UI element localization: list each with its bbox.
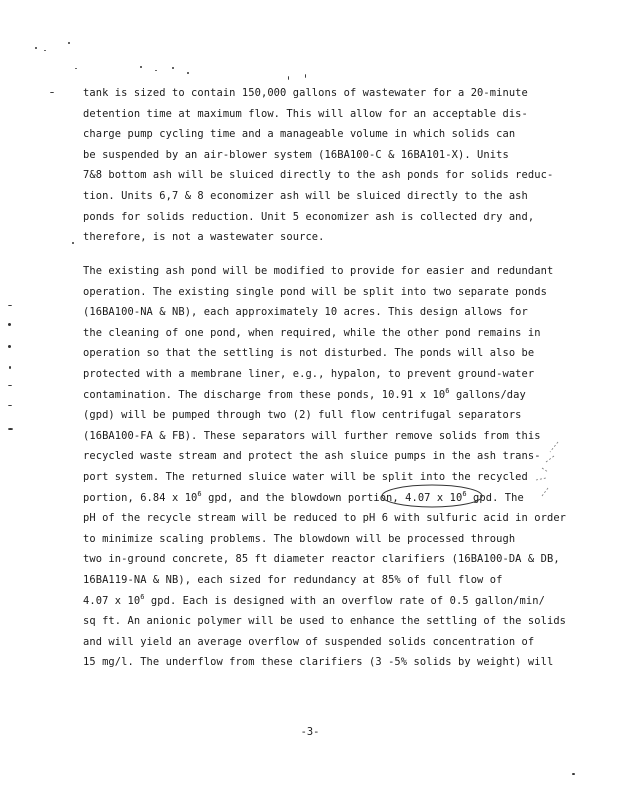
text-line: tank is sized to contain 150,000 gallons of wastewater for a 20-minute xyxy=(83,87,528,99)
text-line: charge pump cycling time and a manageable volume in which solids can xyxy=(83,128,516,141)
scan-speck xyxy=(44,50,46,51)
scan-speck xyxy=(187,72,189,74)
scan-speck xyxy=(50,92,54,93)
text-line: two in-ground concrete, 85 ft diameter reactor clarifiers (16BA100-DA & DB, xyxy=(83,553,560,566)
scan-speck xyxy=(8,323,11,326)
text-line: (16BA100-FA & FB). These separators will further remove solids from this xyxy=(83,429,541,442)
text-line: the cleaning of one pond, when required, while the other pond remains in xyxy=(83,326,541,339)
text-line: protected with a membrane liner, e.g., hypalon, to prevent ground-water xyxy=(83,367,535,380)
text-line: ponds for solids reduction. Unit 5 economizer ash is collected dry and, xyxy=(83,210,535,223)
page-number: -3- xyxy=(300,726,320,738)
text-line: detention time at maximum flow. This will allow for an acceptable dis- xyxy=(83,107,528,120)
text-line: and will yield an average overflow of suspended solids concentration of xyxy=(83,635,535,648)
scan-speck xyxy=(9,366,11,369)
scan-speck xyxy=(572,773,575,775)
paragraph-1 xyxy=(83,83,554,248)
circle-stroke xyxy=(382,485,482,507)
text-line: therefore, is not a wastewater source. xyxy=(83,231,325,244)
text-line: sq ft. An anionic polymer will be used to enhance the settling of the solids xyxy=(83,615,567,628)
text-line: 7&8 bottom ash will be sluiced directly to the ash ponds for solids reduc- xyxy=(83,169,554,182)
text-fragment: gpd. The xyxy=(466,491,524,504)
scan-speck xyxy=(172,67,174,69)
text-line: (16BA100-NA & NB), each approximately 10 acres. This design allows for xyxy=(83,306,528,319)
handwritten-circle-annotation xyxy=(380,480,490,510)
scan-speck xyxy=(8,405,12,406)
text-line xyxy=(83,591,545,612)
text-line: 16BA119-NA & NB), each sized for redundancy at 85% of full flow of xyxy=(83,573,503,586)
text-line: recycled waste stream and protect the ash sluice pumps in the ash trans- xyxy=(83,450,541,463)
exponent: 6 xyxy=(445,386,450,395)
text-line: pH of the recycle stream will be reduced to pH 6 with sulfuric acid in order xyxy=(83,512,567,525)
scan-speck xyxy=(35,47,37,49)
text-fragment: contamination. The discharge from these ponds, 10.91 x 10 xyxy=(83,388,446,401)
scribble-stroke xyxy=(536,442,558,496)
text-line: tion. Units 6,7 & 8 economizer ash will be sluiced directly to the ash xyxy=(83,189,528,202)
scan-speck xyxy=(75,68,77,69)
text-line: be suspended by an air-blower system (16BA100-C & 16BA101-X). Units xyxy=(83,148,509,161)
exponent: 6 xyxy=(140,592,145,601)
text-fragment: gallons/day xyxy=(449,388,526,401)
scan-speck xyxy=(8,345,11,348)
text-fragment: gpd. Each is designed with an overflow rate of 0.5 gallon/min/ xyxy=(144,594,545,607)
exponent: 6 xyxy=(197,489,202,498)
scan-speck xyxy=(8,305,12,306)
text-line: 15 mg/l. The underflow from these clarifiers (3 -5% solids by weight) will xyxy=(83,656,554,669)
text-line: (gpd) will be pumped through two (2) full flow centrifugal separators xyxy=(83,409,522,422)
text-line: The existing ash pond will be modified to provide for easier and redundant xyxy=(83,265,554,277)
scan-speck xyxy=(68,42,70,44)
text-fragment: 4.07 x 10 xyxy=(83,594,141,607)
exponent: 6 xyxy=(462,489,467,498)
text-fragment: portion, 6.84 x 10 xyxy=(83,491,198,504)
margin-scribble xyxy=(528,438,568,500)
text-line: to minimize scaling problems. The blowdown will be processed through xyxy=(83,532,516,545)
scan-speck xyxy=(155,70,157,71)
scan-speck xyxy=(8,428,13,430)
text-line: operation so that the settling is not disturbed. The ponds will also be xyxy=(83,347,535,360)
scan-speck xyxy=(288,76,289,80)
text-line xyxy=(83,385,526,406)
scan-speck xyxy=(8,385,12,386)
paragraph-2 xyxy=(83,261,567,673)
text-line: port system. The returned sluice water will be split into the recycled xyxy=(83,470,528,483)
scan-speck xyxy=(72,242,74,244)
scan-speck xyxy=(140,66,142,68)
scan-speck xyxy=(305,74,306,78)
text-fragment: gpd, and the blowdown portion, 4.07 x 10 xyxy=(201,491,463,504)
text-line: operation. The existing single pond will be split into two separate ponds xyxy=(83,285,547,298)
